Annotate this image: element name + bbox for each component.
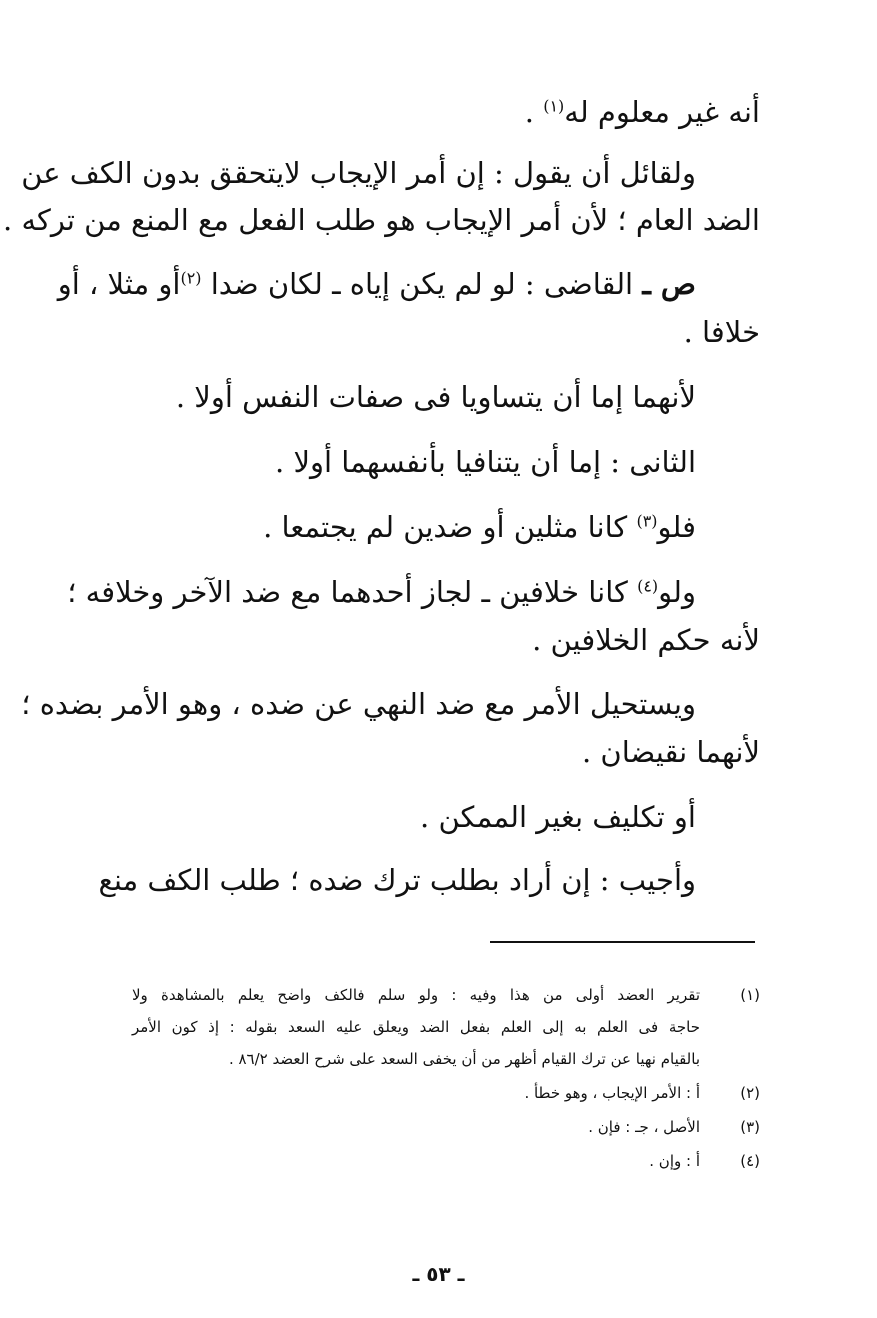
text-line: لأنهما إما أن يتساويا فى صفات النفس أولا . (175, 380, 696, 414)
text-segment: ولو (658, 575, 696, 609)
text-line: أو تكليف بغير الممكن . (420, 800, 696, 834)
text-segment: أنه غير معلوم له (564, 95, 760, 129)
footnote-number: (٣) (740, 1118, 760, 1136)
footnote-number: (٢) (740, 1084, 760, 1102)
footnote-separator (490, 941, 755, 943)
footnote-text: أ : وإن . (649, 1152, 700, 1170)
text-line: لأنهما نقيضان . (581, 735, 760, 769)
text-segment: أو مثلا ، أو (57, 267, 181, 301)
text-line (57, 264, 696, 304)
footnote-number: (١) (740, 986, 760, 1004)
text-segment: . (524, 95, 544, 129)
text-segment: القاضى : لو لم يكن إياه ـ لكان ضدا (201, 267, 643, 301)
text-segment: فلو (657, 510, 696, 544)
footnote-ref-1: (١) (543, 96, 565, 116)
text-line (525, 92, 760, 132)
text-segment: كانا خلافين ـ لجاز أحدهما مع ضد الآخر وخلافه ؛ (67, 575, 638, 609)
text-segment: كانا مثلين أو ضدين لم يجتمعا . (263, 510, 637, 544)
footnote-text: أ : الأمر الإيجاب ، وهو خطأ . (524, 1084, 700, 1102)
text-line: الثانى : إما أن يتنافيا بأنفسهما أولا . (275, 445, 696, 479)
text-line: ولقائل أن يقول : إن أمر الإيجاب لايتحقق بدون الكف عن (21, 156, 696, 190)
text-line (67, 572, 696, 612)
footnote-text: الأصل ، جـ : فإن . (588, 1118, 700, 1136)
text-line: وأجيب : إن أراد بطلب ترك ضده ؛ طلب الكف منع (98, 863, 696, 897)
text-line: لأنه حكم الخلافين . (532, 623, 760, 657)
footnote-ref-3: (٣) (636, 511, 658, 531)
text-line: ويستحيل الأمر مع ضد النهي عن ضده ، وهو الأمر بضده ؛ (21, 687, 696, 721)
footnote-number: (٤) (740, 1152, 760, 1170)
footnote-text: تقرير العضد أولى من هذا وفيه : ولو سلم فالكف واضح يعلم بالمشاهدة ولا (132, 986, 700, 1004)
footnote-ref-2: (٢) (180, 268, 202, 288)
section-marker: ص ـ (642, 267, 696, 301)
footnote-text: حاجة فى العلم به إلى العلم بفعل الضد ويعلق عليه السعد بقوله : إذ كون الأمر (132, 1018, 700, 1036)
footnote-text: بالقيام نهيا عن ترك القيام أظهر من أن يخفى السعد على شرح العضد ٨٦/٢ . (228, 1050, 700, 1068)
text-line: خلافا . (683, 315, 760, 349)
page-number: ـ ٥٣ ـ (412, 1262, 465, 1286)
text-line (263, 507, 696, 547)
footnote-ref-4: (٤) (637, 576, 659, 596)
text-line: الضد العام ؛ لأن أمر الإيجاب هو طلب الفعل مع المنع من تركه . (3, 203, 760, 237)
